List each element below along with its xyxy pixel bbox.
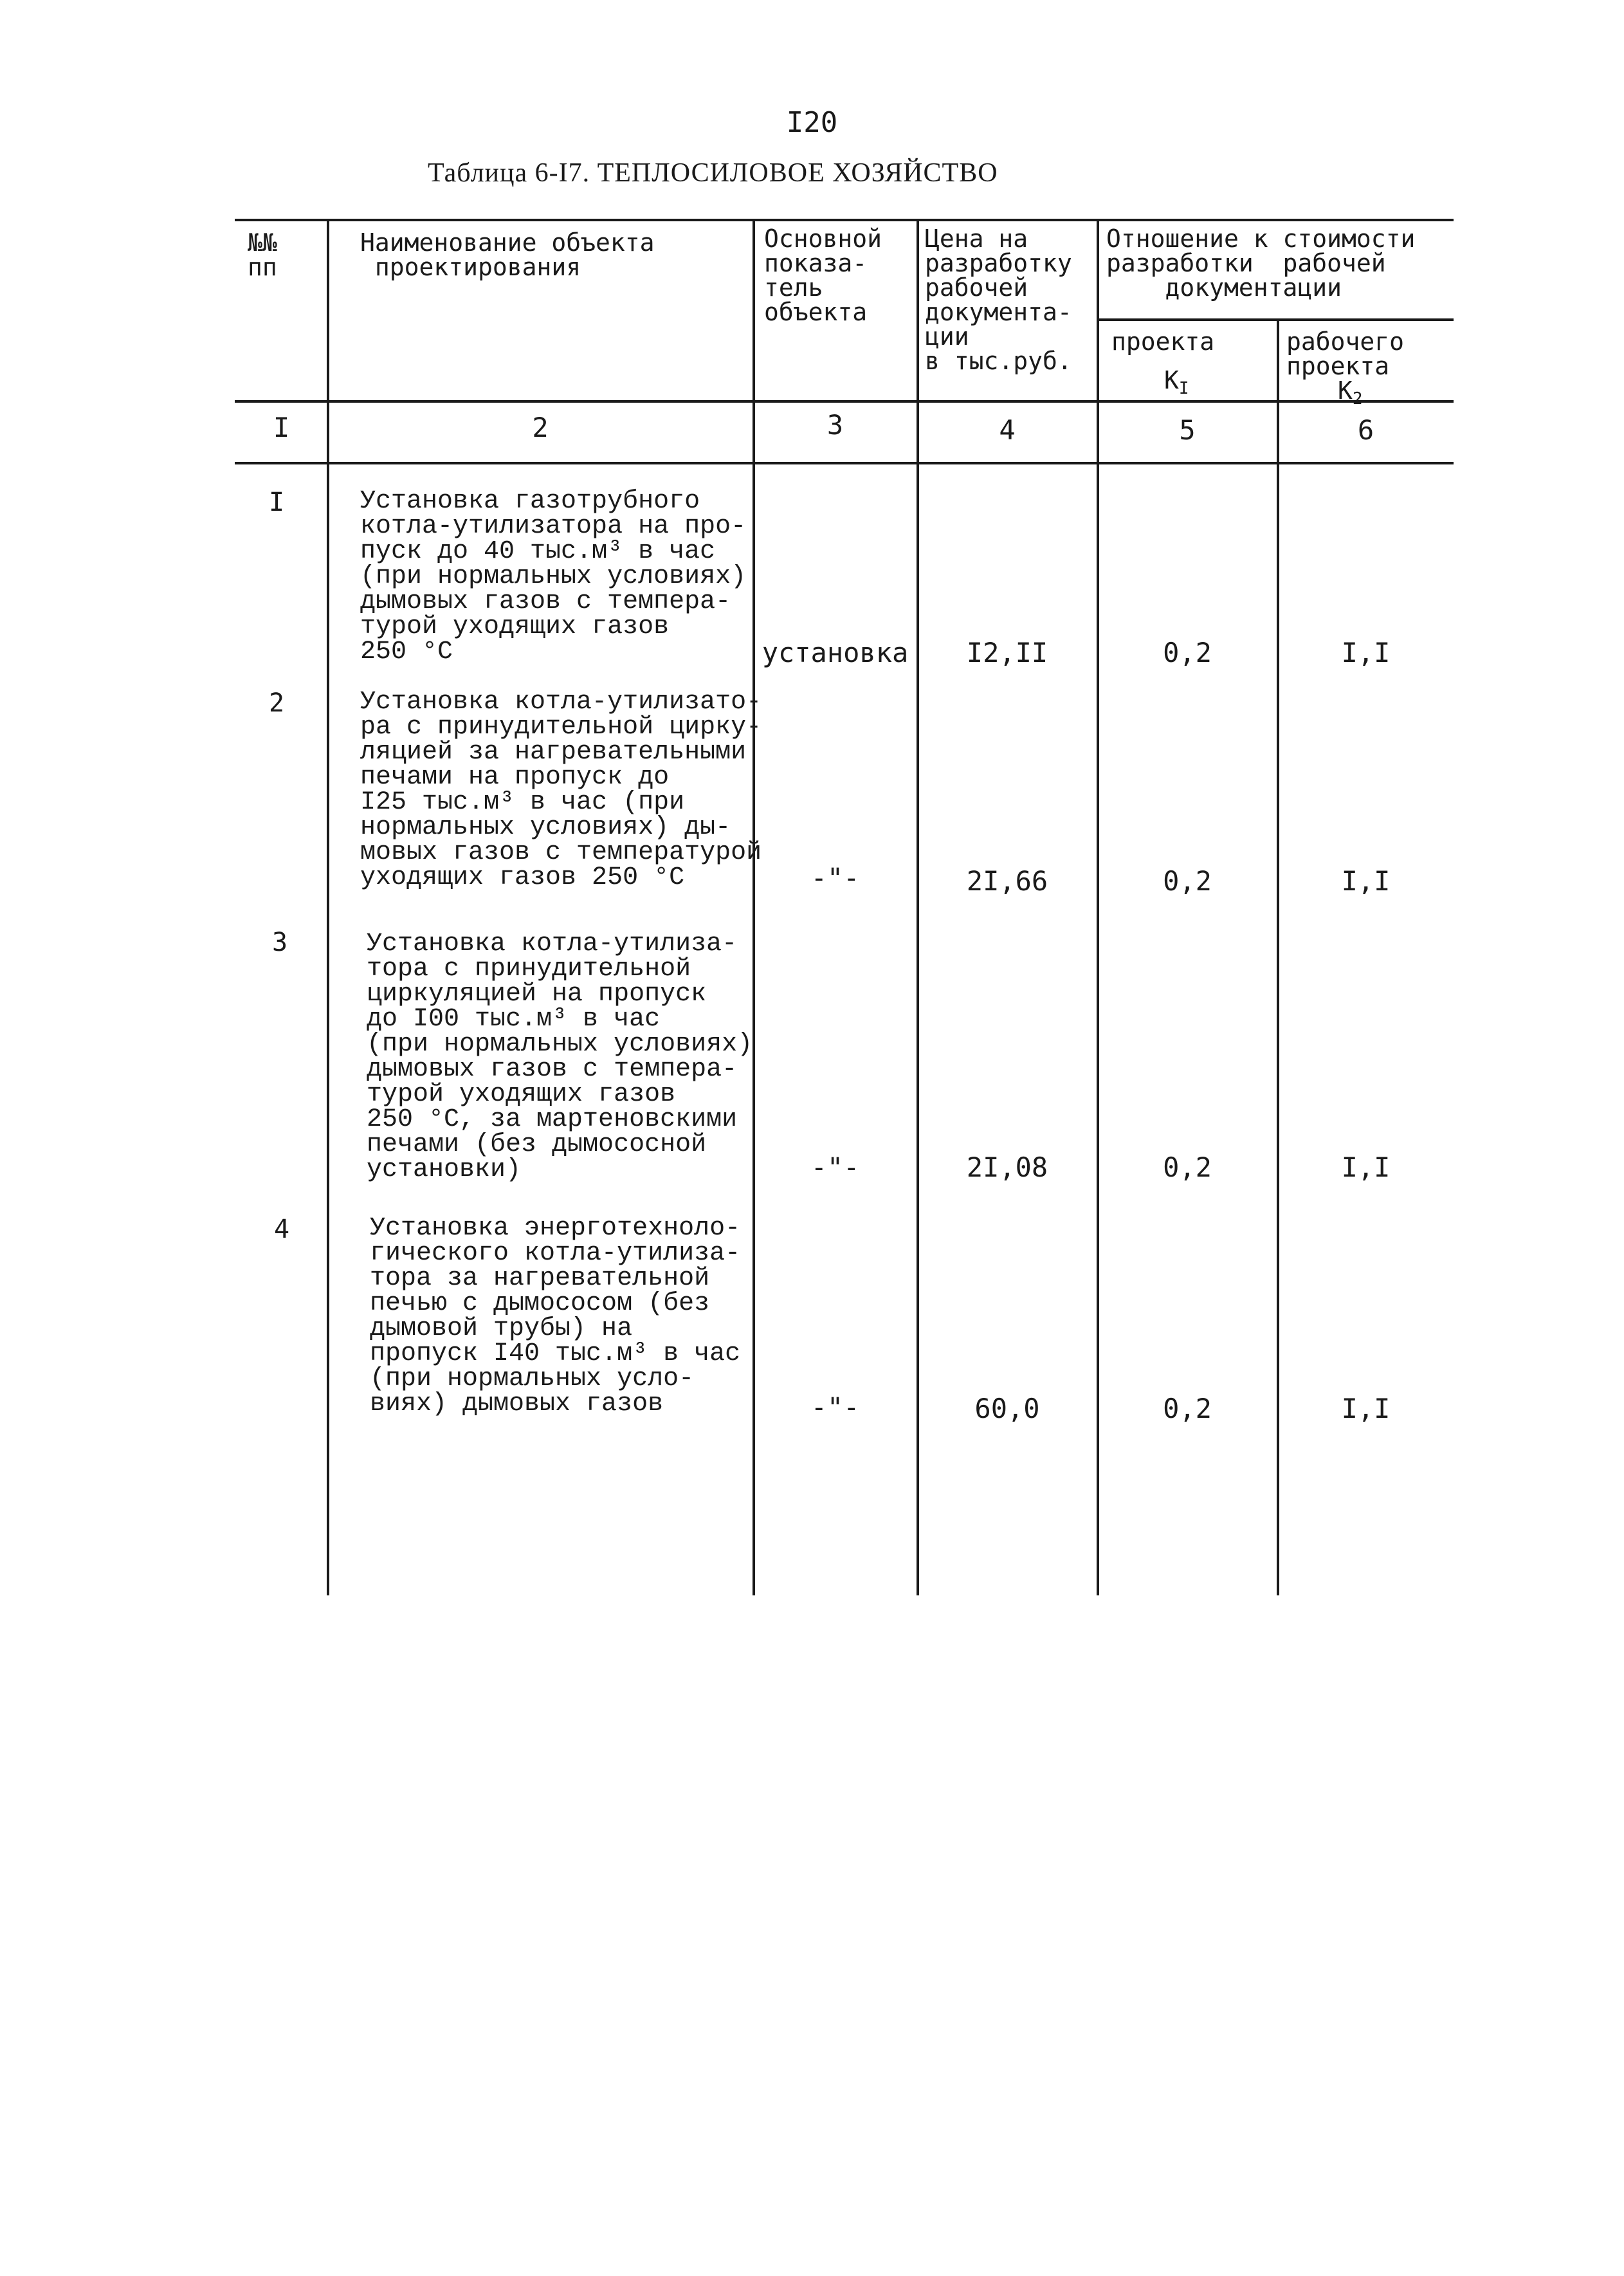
price-value: I2,II bbox=[966, 637, 1048, 668]
k1-value: 0,2 bbox=[1163, 1393, 1212, 1424]
table-title: Таблица 6-I7. ТЕПЛОСИЛОВОЕ ХОЗЯЙСТВО bbox=[428, 158, 998, 188]
header-main-indicator: Основной показа- тель объекта bbox=[764, 225, 882, 326]
object-description: Установка котла-утилизато- ра с принудительной цирку- ляцией за нагревательными печами на пропуск до I25 тыс.м³ в час (при нормальных условиях) ды- мовых газов с температурой уходящих газов 250 °С bbox=[360, 688, 762, 892]
column-numbers-rule bbox=[235, 462, 1454, 464]
header-k1: $К_I$ bbox=[1164, 366, 1189, 398]
main-indicator: -"- bbox=[810, 1152, 860, 1183]
main-indicator: -"- bbox=[810, 1391, 860, 1423]
k1-value: 0,2 bbox=[1163, 637, 1212, 668]
main-indicator: -"- bbox=[810, 862, 860, 894]
header-object-name: Наименование объекта проектирования bbox=[360, 228, 655, 281]
row-number: 3 bbox=[271, 928, 288, 957]
row-number: 4 bbox=[273, 1215, 290, 1244]
column-number-2: 2 bbox=[532, 412, 549, 443]
price-value: 2I,66 bbox=[966, 865, 1048, 897]
header-working-project: рабочего проекта bbox=[1286, 327, 1405, 380]
price-value: 60,0 bbox=[974, 1393, 1040, 1424]
k2-value: I,I bbox=[1341, 637, 1391, 668]
object-description: Установка энерготехноло- гического котла-утилиза- тора за нагревательной печью с дымососом (без дымовой трубы) на пропуск I40 тыс.м³ в час (при нормальных усло- виях) дымовых газов bbox=[370, 1214, 741, 1418]
k1-value: 0,2 bbox=[1163, 1152, 1212, 1183]
header-project: проекта bbox=[1111, 327, 1215, 356]
column-number-4: 4 bbox=[999, 414, 1016, 446]
object-description: Установка котла-утилиза- тора с принудительной циркуляцией на пропуск до I00 тыс.м³ в час (при нормальных условиях) дымовых газов с темпера- турой уходящих газов 250 °С, за мартеновскими печами (без дымососной установки) bbox=[367, 930, 753, 1184]
header-bottom-rule bbox=[235, 400, 1454, 403]
price-value: 2I,08 bbox=[966, 1152, 1048, 1183]
column-number-1: I bbox=[273, 412, 290, 443]
page-number: I20 bbox=[786, 106, 838, 139]
ratio-subheader-rule bbox=[1097, 318, 1454, 321]
column-number-3: 3 bbox=[826, 409, 844, 441]
column-number-5: 5 bbox=[1179, 414, 1196, 446]
row-number: I bbox=[268, 488, 285, 517]
header-price: Цена на разработку рабочей документа- ции в тыс.руб. bbox=[925, 225, 1072, 375]
k1-value: 0,2 bbox=[1163, 865, 1212, 897]
k2-value: I,I bbox=[1341, 1393, 1391, 1424]
header-k2: $К_2$ bbox=[1338, 376, 1363, 408]
column-number-6: 6 bbox=[1357, 414, 1374, 446]
main-indicator: установка bbox=[762, 637, 909, 668]
table-top-rule bbox=[235, 219, 1454, 221]
row-number: 2 bbox=[268, 688, 285, 718]
object-description: Установка газотрубного котла-утилизатора на про- пуск до 40 тыс.м³ в час (при нормальных условиях) дымовых газов с темпера- турой уходящих газов 250 °С bbox=[360, 487, 747, 666]
header-cost-ratio: Отношение к стоимости разработки рабочей документации bbox=[1106, 225, 1416, 302]
k2-value: I,I bbox=[1341, 1152, 1391, 1183]
k2-value: I,I bbox=[1341, 865, 1391, 897]
header-row-number: №№ пп bbox=[248, 228, 277, 281]
